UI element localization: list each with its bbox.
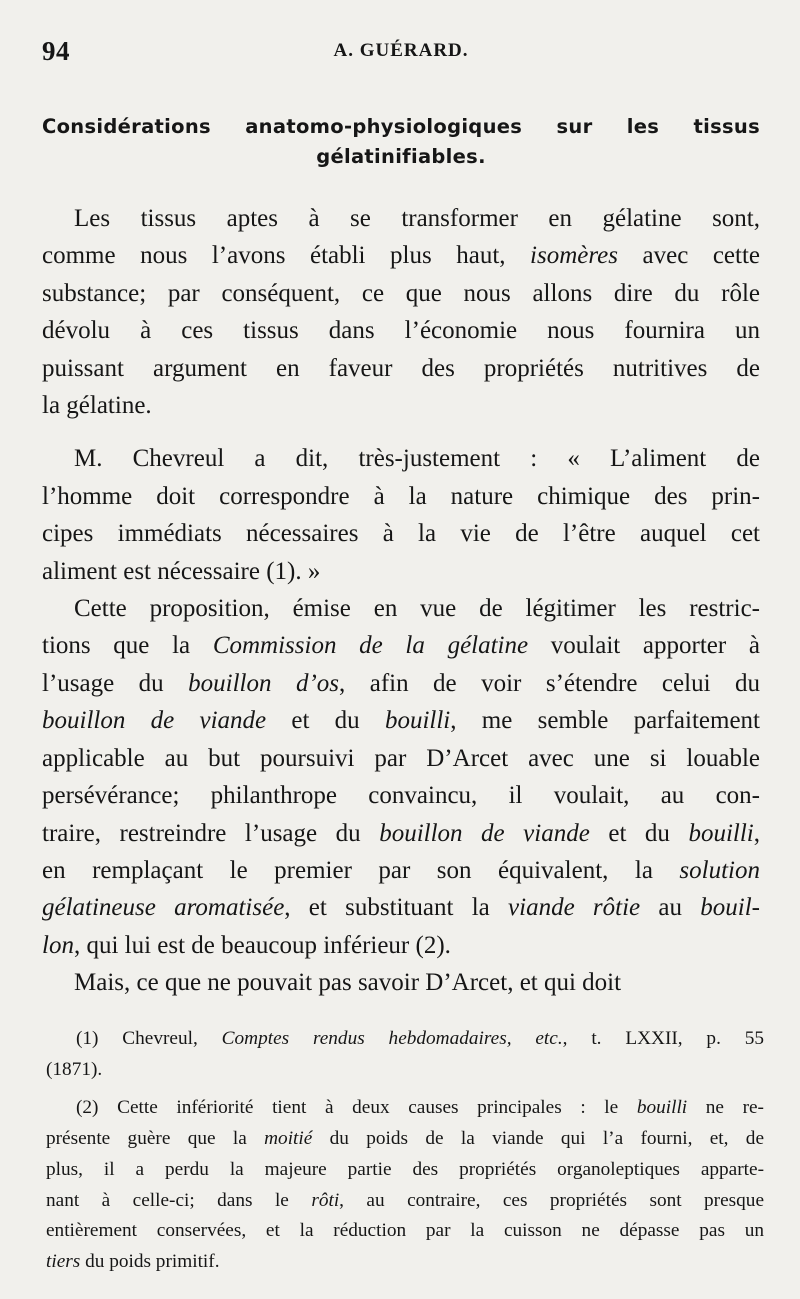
- text-run: M. Chevreul a dit, très-justement : « L’aliment de: [74, 445, 760, 473]
- text-line: [42, 515, 760, 552]
- paragraph: [42, 440, 760, 590]
- italic-text: bouilli: [636, 1097, 688, 1119]
- text-line: [46, 1124, 764, 1155]
- text-line: [46, 1186, 764, 1217]
- italic-text: bouillon de viande: [379, 819, 590, 847]
- text-line: [42, 478, 760, 515]
- text-line: [42, 312, 760, 349]
- text-run: traire, restreindre l’usage du: [42, 819, 380, 847]
- italic-text: viande rôtie: [508, 894, 641, 922]
- text-line: [46, 1216, 764, 1247]
- text-run: l’usage du: [42, 669, 189, 697]
- text-line: [46, 1093, 764, 1124]
- footnotes: [46, 1024, 764, 1278]
- text-line: [42, 665, 760, 702]
- italic-text: Comptes rendus hebdomadaires, etc.: [221, 1028, 563, 1049]
- text-run: , au contraire, ces propriétés sont presque: [339, 1189, 764, 1211]
- text-run: du poids de la viande qui l’a fourni, et, de: [312, 1128, 765, 1150]
- text-run: en remplaçant le premier par son équivalent, la: [42, 856, 680, 884]
- italic-text: lon: [42, 931, 74, 959]
- text-run: , afin de voir s’étendre celui du: [339, 669, 760, 697]
- text-run: , et substituant la: [284, 894, 509, 922]
- italic-text: bouil-: [700, 894, 760, 922]
- text-run: présente guère que la: [46, 1128, 265, 1150]
- text-run: dévolu à ces tissus dans l’économie nous fournira un: [42, 317, 760, 345]
- text-run: cipes immédiats nécessaires à la vie de l’être auquel cet: [42, 520, 760, 548]
- body-text: [42, 200, 760, 1002]
- text-line: [46, 1024, 764, 1055]
- footnote: [46, 1024, 764, 1085]
- paragraph-gap: [42, 424, 760, 440]
- text-run: comme nous l’avons établi plus haut,: [42, 242, 531, 270]
- text-run: , me semble parfaitement: [450, 707, 760, 735]
- text-line: [46, 1155, 764, 1186]
- text-line: [42, 200, 760, 237]
- text-run: la gélatine.: [42, 392, 152, 420]
- text-run: Mais, ce que ne pouvait pas savoir D’Arcet, et qui doit: [74, 969, 622, 997]
- text-run: et du: [266, 707, 385, 735]
- italic-text: bouillon de viande: [42, 707, 267, 735]
- text-line: [42, 740, 760, 777]
- paragraph: [42, 200, 760, 424]
- text-run: avec cette: [618, 242, 761, 270]
- text-run: nant à celle-ci; dans le: [46, 1189, 312, 1211]
- paragraph: [42, 590, 760, 964]
- text-run: persévérance; philanthrope convaincu, il voulait, au con-: [42, 782, 760, 810]
- italic-text: isomères: [530, 242, 618, 270]
- text-run: (1871).: [46, 1058, 103, 1080]
- section-title-line: Considérations anatomo-physiologiques sur les tissus: [42, 115, 760, 138]
- italic-text: solution: [679, 856, 760, 884]
- page-number: 94: [42, 36, 70, 66]
- text-line: [42, 627, 760, 664]
- text-run: tions que la: [42, 632, 213, 660]
- text-line: [42, 590, 760, 627]
- text-run: puissant argument en faveur des propriétés nutritives de: [42, 354, 760, 382]
- text-run: l’homme doit correspondre à la nature chimique des prin-: [42, 482, 760, 510]
- text-line: [42, 889, 760, 926]
- text-run: du poids primitif.: [80, 1250, 220, 1272]
- text-line: [42, 964, 760, 1001]
- italic-text: bouilli: [384, 707, 451, 735]
- text-run: (2) Cette infériorité tient à deux causes principales : le: [76, 1097, 637, 1119]
- italic-text: rôti: [311, 1189, 340, 1211]
- text-run: Cette proposition, émise en vue de légitimer les restric-: [74, 595, 760, 623]
- text-run: , qui lui est de beaucoup inférieur (2).: [73, 931, 451, 959]
- italic-text: tiers: [46, 1250, 81, 1272]
- text-line: [46, 1055, 764, 1086]
- text-line: [42, 815, 760, 852]
- text-run: au: [640, 894, 701, 922]
- text-line: [42, 553, 760, 590]
- text-run: , t. LXXII, p. 55: [562, 1028, 765, 1049]
- text-line: [42, 387, 760, 424]
- text-run: Les tissus aptes à se transformer en gélatine sont,: [74, 205, 760, 232]
- text-run: (1) Chevreul,: [76, 1028, 222, 1049]
- section-title: [42, 112, 760, 172]
- text-line: [42, 440, 760, 477]
- text-run: aliment est nécessaire (1). »: [42, 557, 321, 585]
- text-run: entièrement conservées, et la réduction par la cuisson ne dépasse pas un: [46, 1220, 764, 1242]
- text-line: [42, 702, 760, 739]
- text-line: [42, 237, 760, 274]
- text-line: [42, 777, 760, 814]
- text-run: voulait apporter à: [528, 632, 760, 660]
- italic-text: bouillon d’os: [188, 669, 339, 697]
- text-run: plus, il a perdu la majeure partie des propriétés organoleptiques apparte-: [46, 1158, 764, 1180]
- page-header: [42, 34, 760, 74]
- italic-text: moitié: [264, 1128, 313, 1150]
- text-line: [46, 1247, 764, 1278]
- italic-text: Commission de la gélatine: [212, 632, 529, 660]
- text-run: substance; par conséquent, ce que nous allons dire du rôle: [42, 279, 760, 307]
- running-head: A. GUÉRARD.: [333, 40, 469, 61]
- section-title-line: gélatinifiables.: [316, 145, 486, 168]
- text-line: [42, 852, 760, 889]
- text-run: et du: [589, 819, 689, 847]
- paragraph: [42, 964, 760, 1001]
- footnote: [46, 1093, 764, 1277]
- text-run: ne re-: [687, 1097, 764, 1119]
- text-line: [42, 275, 760, 312]
- italic-text: bouilli: [688, 819, 754, 847]
- text-line: [42, 350, 760, 387]
- text-run: applicable au but poursuivi par D’Arcet avec une si louable: [42, 744, 760, 772]
- text-run: ,: [753, 819, 761, 847]
- italic-text: gélatineuse aromatisée: [42, 894, 285, 922]
- text-line: [42, 927, 760, 964]
